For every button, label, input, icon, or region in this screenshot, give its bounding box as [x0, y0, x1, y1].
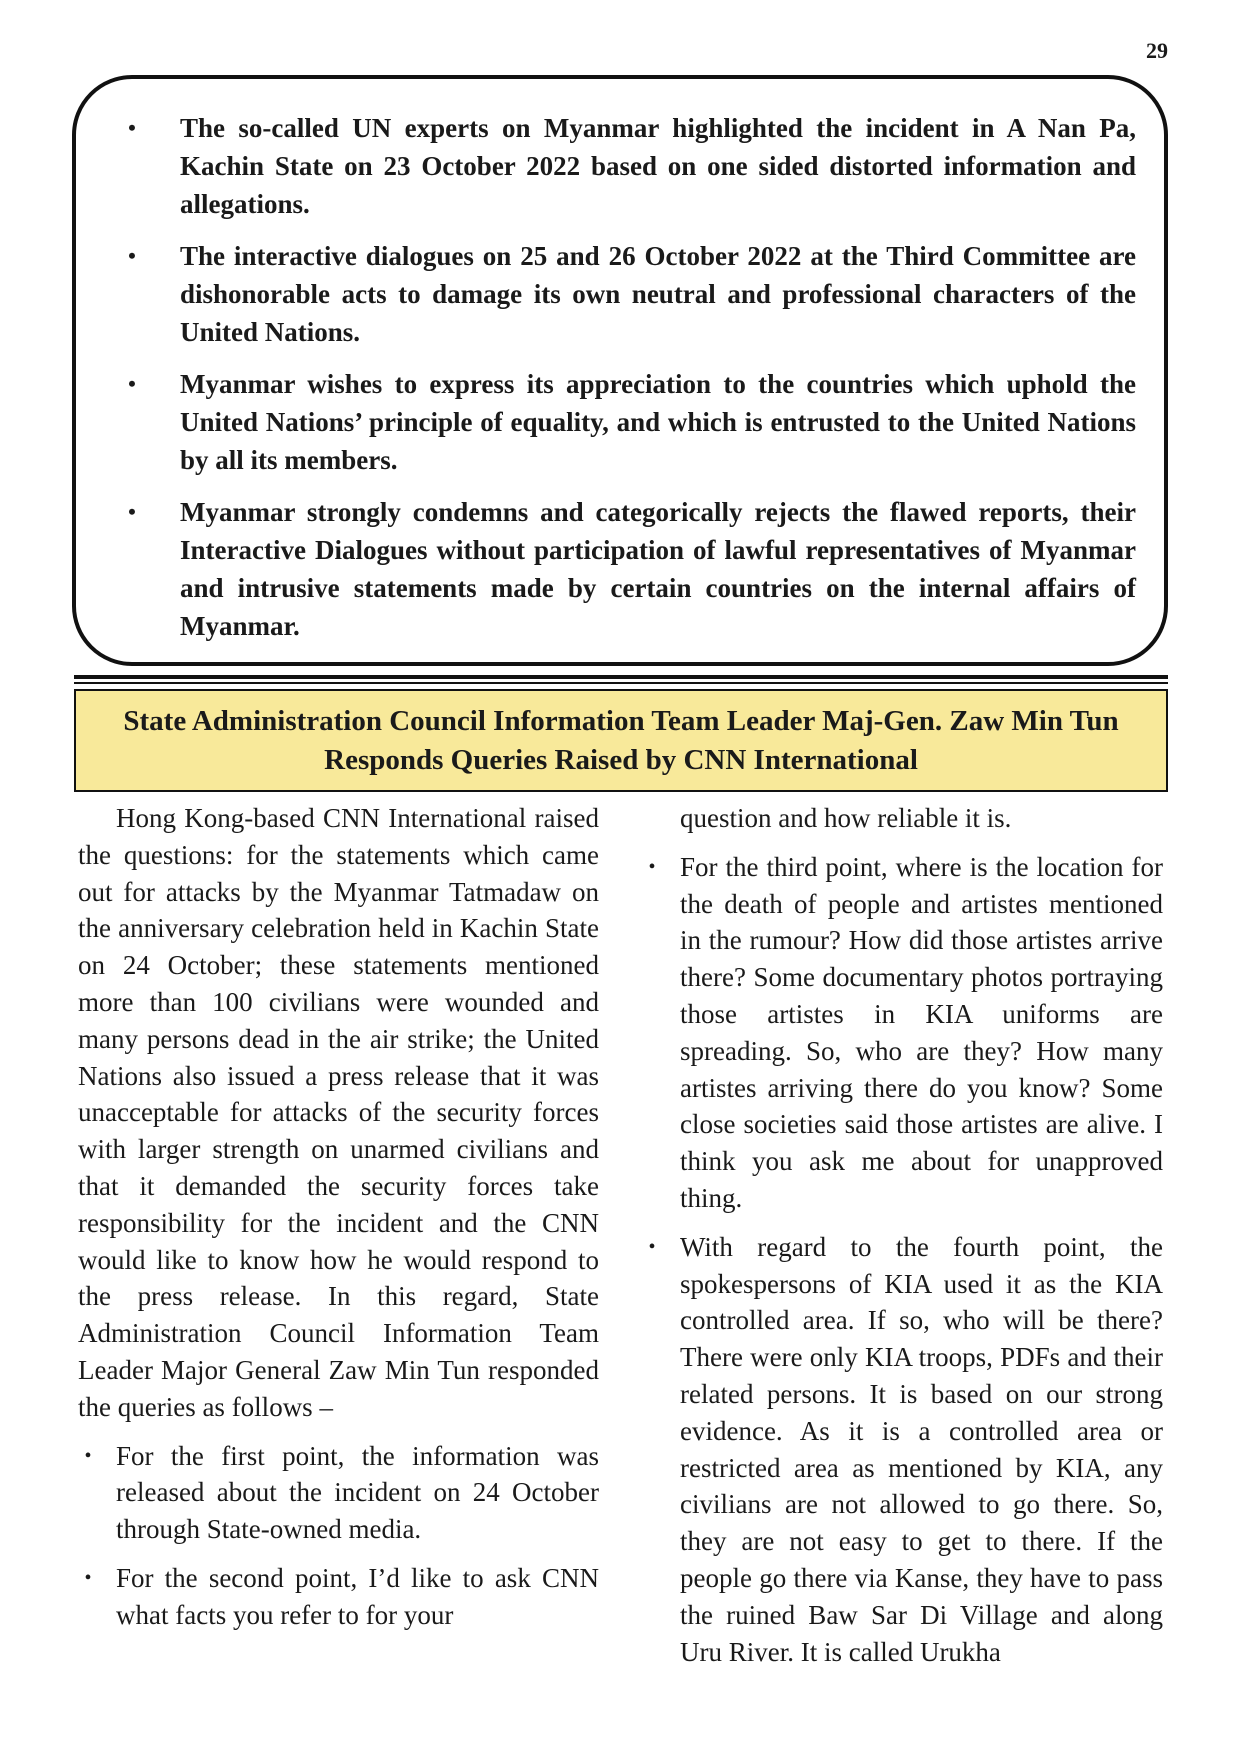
list-item-text: With regard to the fourth point, the spokespersons of KIA used it as the KIA controlled area. If so, who will be there? There were only KIA troops, PDFs and their related persons. It is based on our strong evidence. As it is a controlled area or restricted area as mentioned by KIA, any civilians are not allowed to go there. So, they are not easy to get to there. If the people go there via Kanse, they have to pass the ruined Baw Sar Di Village and along Uru River. It is called Urukha	[680, 1231, 1163, 1667]
page-number: 29	[1146, 38, 1168, 63]
summary-box	[72, 75, 1168, 666]
list-item	[78, 1438, 599, 1548]
headline-line-2: Responds Queries Raised by CNN International	[324, 743, 918, 776]
bullet-icon: •	[128, 499, 136, 524]
article-headline	[123, 702, 1118, 780]
bullet-icon: •	[128, 243, 136, 268]
right-column	[642, 800, 1163, 1682]
left-column	[78, 800, 599, 1646]
bullet-icon: •	[648, 1235, 656, 1258]
summary-list	[112, 109, 1136, 659]
bullet-icon: •	[84, 1444, 92, 1467]
list-item	[642, 1229, 1163, 1671]
section-divider	[74, 675, 1168, 679]
list-item	[642, 849, 1163, 1217]
bullet-icon: •	[648, 855, 656, 878]
bullet-icon: •	[84, 1566, 92, 1589]
summary-point-text: The interactive dialogues on 25 and 26 October 2022 at the Third Committee are dishonorable acts to damage its own neutral and professional characters of the United Nations.	[180, 241, 1136, 347]
list-item-text: For the third point, where is the location for the death of people and artistes mentioned in the rumour? How did those artistes arrive there? Some documentary photos portraying those artistes in KIA uniforms are spreading. So, who are they? How many artistes arriving there do you know? Some close societies said those artistes are alive. I think you ask me about for unapproved thing.	[680, 851, 1163, 1213]
intro-paragraph: Hong Kong-based CNN International raised the questions: for the statements which came out for attacks by the Myanmar Tatmadaw on the anniversary celebration held in Kachin State on 24 October; these statements mentioned more than 100 civilians were wounded and many persons dead in the air strike; the United Nations also issued a press release that it was unacceptable for attacks of the security forces with larger strength on unarmed civilians and that it demanded the security forces take responsibility for the incident and the CNN would like to know how he would respond to the press release. In this regard, State Administration Council Information Team Leader Major General Zaw Min Tun responded the queries as follows –	[78, 803, 599, 1422]
list-item-text: For the second point, I’d like to ask CNN what facts you refer to for your	[116, 1562, 599, 1630]
bullet-icon: •	[128, 115, 136, 140]
continued-text: question and how reliable it is.	[680, 803, 1012, 833]
list-item-text: For the first point, the information was released about the incident on 24 October through State-owned media.	[116, 1440, 599, 1545]
summary-point	[112, 493, 1136, 645]
summary-point-text: Myanmar strongly condemns and categorically rejects the flawed reports, their Interactive Dialogues without participation of lawful representatives of Myanmar and intrusive statements made by certain countries on the internal affairs of Myanmar.	[180, 497, 1136, 641]
section-divider-thin	[74, 682, 1168, 684]
article-headline-box	[74, 689, 1168, 792]
list-item	[78, 1560, 599, 1634]
left-bullet-list	[78, 1438, 599, 1634]
summary-point	[112, 109, 1136, 223]
summary-point	[112, 365, 1136, 479]
summary-point	[112, 237, 1136, 351]
summary-point-text: Myanmar wishes to express its appreciation to the countries which uphold the United Nations’ principle of equality, and which is entrusted to the United Nations by all its members.	[180, 369, 1136, 475]
summary-point-text: The so-called UN experts on Myanmar highlighted the incident in A Nan Pa, Kachin State on 23 October 2022 based on one sided distorted information and allegations.	[180, 113, 1136, 219]
bullet-icon: •	[128, 371, 136, 396]
headline-line-1: State Administration Council Information Team Leader Maj-Gen. Zaw Min Tun	[123, 704, 1119, 737]
right-bullet-list	[642, 849, 1163, 1671]
